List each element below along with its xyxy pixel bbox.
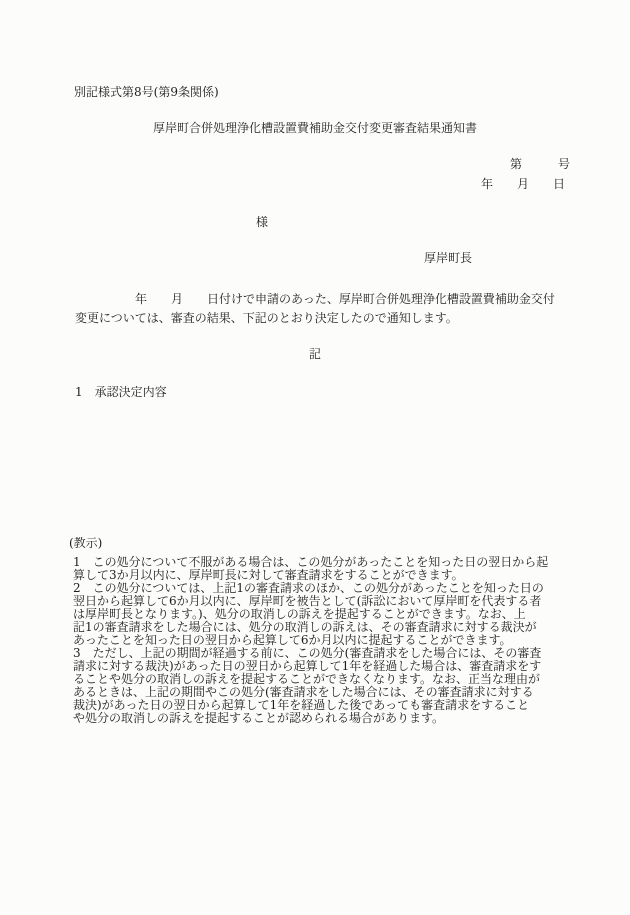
appeal-instructions-line: あったことを知った日の翌日から起算して6か月以内に提起することができます。 [73,633,512,647]
appeal-instructions [69,537,548,725]
appeal-instructions-line: ることや処分の取消しの訴えを提起することができなくなります。なお、正当な理由が [73,672,541,686]
document-number-field: 第 号 [509,157,570,171]
appeal-instructions-line: 1 この処分について不服がある場合は、この処分があったことを知った日の翌日から起 [73,555,549,569]
appeal-instructions-line: や処分の取消しの訴えを提起することが認められる場合があります。 [73,711,445,725]
appeal-instructions-line: 記1の審査請求をした場合には、処分の取消しの訴えは、その審査請求に対する裁決が [73,620,537,634]
appeal-instructions-line: 翌日から起算して6か月以内に、厚岸町を被告として(訴訟において厚岸町を代表する者 [73,594,542,608]
notification-body [75,290,555,328]
sender-mayor: 厚岸町長 [424,251,473,265]
document-title: 厚岸町合併処理浄化槽設置費補助金交付変更審査結果通知書 [152,121,477,135]
date-field: 年 月 日 [480,177,565,191]
notification-body-line1: 年 月 日付けで申請のあった、厚岸町合併処理浄化槽設置費補助金交付 [135,292,555,306]
notification-body-line2: 変更については、審査の結果、下記のとおり決定したので通知します。 [75,311,458,325]
appeal-instructions-line: 3 ただし、上記の期間が経過する前に、この処分(審査請求をした場合には、その審査 [73,646,542,660]
appeal-instructions-line: は厚岸町長となります。)、処分の取消しの訴えを提起することができます。なお、上 [73,607,526,621]
appeal-instructions-heading: (教示) [69,536,103,550]
appeal-instructions-line: 裁決)があった日の翌日から起算して1年を経過した後であっても審査請求をすること [73,698,530,712]
appeal-instructions-line: あるときは、上記の期間やこの処分(審査請求をした場合には、その審査請求に対する [73,685,534,699]
appeal-instructions-line: 2 この処分については、上記1の審査請求のほか、この処分があったことを知った日の [73,581,544,595]
approval-section-heading: 1 承認決定内容 [75,385,167,399]
form-number-label: 別記様式第8号(第9条関係) [74,85,219,99]
appeal-instructions-line: 算して3か月以内に、厚岸町長に対して審査請求をすることができます。 [73,568,464,582]
addressee-honorific: 様 [256,215,269,229]
record-marker: 記 [308,347,321,361]
appeal-instructions-line: 請求に対する裁決)があった日の翌日から起算して1年を経過した場合は、審査請求をす [73,659,542,673]
